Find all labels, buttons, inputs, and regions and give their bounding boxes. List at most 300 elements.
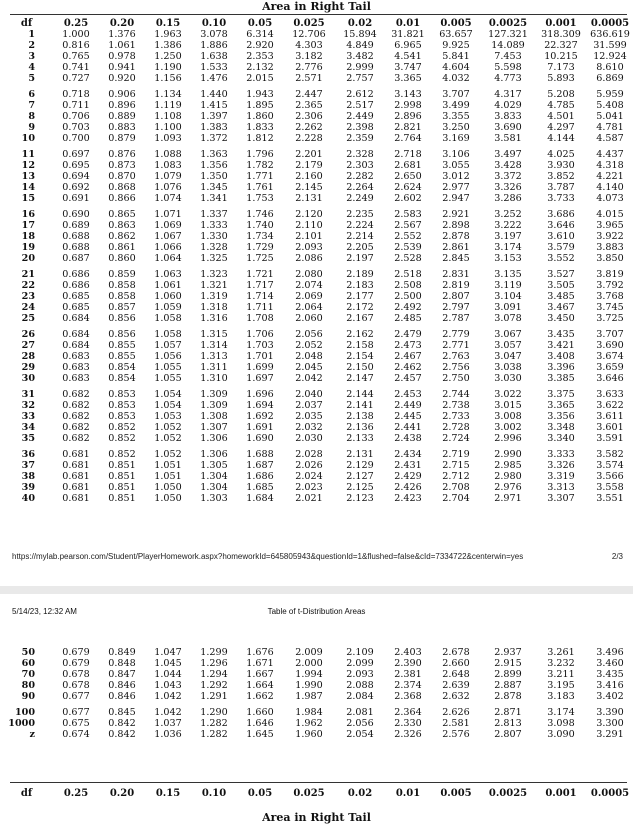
value-cell: 3.659: [596, 362, 624, 373]
value-cell: 2.282: [346, 171, 374, 182]
value-cell: 4.073: [596, 193, 624, 204]
value-cell: 0.870: [108, 171, 136, 182]
value-cell: 1.330: [200, 231, 228, 242]
df-cell: 26: [21, 329, 35, 340]
value-cell: 1.697: [246, 373, 274, 384]
value-cell: 2.110: [295, 220, 323, 231]
value-cell: 2.060: [295, 313, 323, 324]
column-header-df: df: [20, 788, 33, 799]
value-cell: 2.602: [394, 193, 422, 204]
value-cell: 2.093: [295, 242, 323, 253]
table-row: [0, 160, 633, 171]
value-cell: 2.756: [442, 362, 470, 373]
value-cell: 2.492: [394, 302, 422, 313]
value-cell: 0.853: [108, 389, 136, 400]
value-cell: 4.029: [494, 100, 522, 111]
value-cell: 2.445: [394, 411, 422, 422]
value-cell: 3.485: [547, 291, 575, 302]
value-cell: 2.037: [295, 400, 323, 411]
column-header-alpha: 0.01: [395, 18, 421, 29]
value-cell: 1.721: [246, 269, 274, 280]
value-cell: 3.690: [494, 122, 522, 133]
value-cell: 3.482: [346, 51, 374, 62]
value-cell: 0.852: [108, 449, 136, 460]
value-cell: 0.697: [62, 149, 90, 160]
value-cell: 1.310: [200, 373, 228, 384]
value-cell: 2.330: [394, 718, 422, 729]
value-cell: 2.764: [394, 133, 422, 144]
value-cell: 2.861: [442, 242, 470, 253]
df-cell: 39: [21, 482, 35, 493]
value-cell: 2.624: [394, 182, 422, 193]
value-cell: 1.646: [246, 718, 274, 729]
value-cell: 0.711: [62, 100, 90, 111]
value-cell: 2.485: [394, 313, 422, 324]
value-cell: 1.308: [200, 411, 228, 422]
value-cell: 2.262: [295, 122, 323, 133]
value-cell: 2.479: [394, 329, 422, 340]
value-cell: 0.706: [62, 111, 90, 122]
value-cell: 3.402: [596, 691, 624, 702]
value-cell: 1.309: [200, 389, 228, 400]
value-cell: 2.088: [346, 680, 374, 691]
value-cell: 2.205: [346, 242, 374, 253]
value-cell: 0.863: [108, 220, 136, 231]
value-cell: 0.683: [62, 351, 90, 362]
value-cell: 2.845: [442, 253, 470, 264]
value-cell: 3.622: [596, 400, 624, 411]
t-table-page2: [0, 647, 633, 740]
value-cell: 3.174: [494, 242, 522, 253]
table-row: [0, 171, 633, 182]
value-cell: 3.566: [596, 471, 624, 482]
table-row: [0, 313, 633, 329]
value-cell: 1.694: [246, 400, 274, 411]
value-cell: 1.533: [200, 62, 228, 73]
value-cell: 2.718: [394, 149, 422, 160]
value-cell: 2.980: [494, 471, 522, 482]
value-cell: 4.849: [346, 40, 374, 51]
value-cell: 3.408: [547, 351, 575, 362]
value-cell: 0.689: [62, 220, 90, 231]
value-cell: 0.681: [62, 460, 90, 471]
table-row: [0, 707, 633, 718]
value-cell: 2.779: [442, 329, 470, 340]
value-cell: 0.682: [62, 400, 90, 411]
value-cell: 3.582: [596, 449, 624, 460]
value-cell: 5.959: [596, 89, 624, 100]
value-cell: 1.341: [200, 193, 228, 204]
value-cell: 1.984: [295, 707, 323, 718]
value-cell: 0.686: [62, 269, 90, 280]
value-cell: 3.930: [547, 160, 575, 171]
df-cell: 14: [21, 182, 35, 193]
table-row: [0, 209, 633, 220]
table-row: [0, 242, 633, 253]
value-cell: 2.125: [346, 482, 374, 493]
value-cell: 4.032: [442, 73, 470, 84]
value-cell: 2.552: [394, 231, 422, 242]
value-cell: 1.729: [246, 242, 274, 253]
df-cell: 21: [21, 269, 35, 280]
value-cell: 2.871: [494, 707, 522, 718]
value-cell: 1.771: [246, 171, 274, 182]
value-cell: 2.821: [394, 122, 422, 133]
value-cell: 2.179: [295, 160, 323, 171]
value-cell: 1.687: [246, 460, 274, 471]
value-cell: 1.083: [154, 160, 182, 171]
value-cell: 3.633: [596, 389, 624, 400]
value-cell: 2.438: [394, 433, 422, 444]
value-cell: 2.026: [295, 460, 323, 471]
df-cell: 11: [21, 149, 35, 160]
value-cell: 1.282: [200, 718, 228, 729]
value-cell: 2.807: [442, 291, 470, 302]
value-cell: 1.134: [154, 89, 182, 100]
value-cell: 2.813: [494, 718, 522, 729]
value-cell: 14.089: [491, 40, 525, 51]
value-cell: 2.571: [295, 73, 323, 84]
value-cell: 2.390: [394, 658, 422, 669]
value-cell: 0.896: [108, 100, 136, 111]
value-cell: 1.314: [200, 340, 228, 351]
value-cell: 3.008: [494, 411, 522, 422]
table-row: [0, 29, 633, 40]
value-cell: 1.660: [246, 707, 274, 718]
column-header-alpha: 0.001: [545, 18, 577, 29]
value-cell: 5.208: [547, 89, 575, 100]
value-cell: 3.833: [494, 111, 522, 122]
value-cell: 2.626: [442, 707, 470, 718]
value-cell: 2.728: [442, 422, 470, 433]
value-cell: 0.855: [108, 351, 136, 362]
t-table-page1: [0, 18, 633, 509]
value-cell: 2.797: [442, 302, 470, 313]
table-row: [0, 89, 633, 100]
value-cell: 1.717: [246, 280, 274, 291]
value-cell: 4.140: [596, 182, 624, 193]
footer-url[interactable]: https://mylab.pearson.com/Student/PlayerHomework.aspx?homeworkId=645805943&questionId=1&flushed=false&cId=7334722&centerwin=yes: [12, 552, 524, 561]
value-cell: 3.169: [442, 133, 470, 144]
value-cell: 3.610: [547, 231, 575, 242]
value-cell: 1.671: [246, 658, 274, 669]
df-cell: 6: [28, 89, 35, 100]
value-cell: 1.782: [246, 160, 274, 171]
value-cell: 2.660: [442, 658, 470, 669]
value-cell: 3.787: [547, 182, 575, 193]
value-cell: 3.078: [494, 313, 522, 324]
value-cell: 3.015: [494, 400, 522, 411]
value-cell: 2.000: [295, 658, 323, 669]
page-break: [0, 586, 633, 594]
value-cell: 1.676: [246, 647, 274, 658]
value-cell: 3.002: [494, 422, 522, 433]
value-cell: 0.681: [62, 449, 90, 460]
value-cell: 4.221: [596, 171, 624, 182]
value-cell: 1.796: [246, 149, 274, 160]
value-cell: 1.990: [295, 680, 323, 691]
value-cell: 1.691: [246, 422, 274, 433]
print-doc-title: Table of t-Distribution Areas: [267, 607, 366, 616]
value-cell: 1.119: [154, 100, 182, 111]
value-cell: 1.088: [154, 149, 182, 160]
value-cell: 1.053: [154, 411, 182, 422]
table-row: [0, 422, 633, 433]
value-cell: 0.858: [108, 291, 136, 302]
value-cell: 3.375: [547, 389, 575, 400]
df-cell: 50: [21, 647, 35, 658]
table-row: [0, 389, 633, 400]
value-cell: 3.646: [596, 373, 624, 384]
value-cell: 2.381: [394, 669, 422, 680]
table-row: [0, 291, 633, 302]
value-cell: 1.753: [246, 193, 274, 204]
value-cell: 1.860: [246, 111, 274, 122]
value-cell: 2.052: [295, 340, 323, 351]
value-cell: 4.541: [394, 51, 422, 62]
value-cell: 3.733: [547, 193, 575, 204]
value-cell: 3.768: [596, 291, 624, 302]
value-cell: 1.156: [154, 73, 182, 84]
column-header-alpha: 0.10: [201, 18, 227, 29]
value-cell: 3.153: [494, 253, 522, 264]
table-row: [0, 122, 633, 133]
value-cell: 0.866: [108, 193, 136, 204]
df-cell: 17: [21, 220, 35, 231]
value-cell: 3.416: [596, 680, 624, 691]
value-cell: 2.715: [442, 460, 470, 471]
value-cell: 3.313: [547, 482, 575, 493]
value-cell: 2.977: [442, 182, 470, 193]
value-cell: 1.987: [295, 691, 323, 702]
column-header-alpha: 0.20: [109, 18, 135, 29]
value-cell: 1.686: [246, 471, 274, 482]
value-cell: 2.632: [442, 691, 470, 702]
value-cell: 0.674: [62, 729, 90, 740]
value-cell: 3.365: [394, 73, 422, 84]
value-cell: 0.906: [108, 89, 136, 100]
value-cell: 3.579: [547, 242, 575, 253]
value-cell: 1.638: [200, 51, 228, 62]
value-cell: 0.876: [108, 149, 136, 160]
value-cell: 1.337: [200, 209, 228, 220]
df-cell: 12: [21, 160, 35, 171]
value-cell: 1.363: [200, 149, 228, 160]
value-cell: 1.108: [154, 111, 182, 122]
value-cell: 1.055: [154, 373, 182, 384]
value-cell: 2.567: [394, 220, 422, 231]
df-cell: 20: [21, 253, 35, 264]
value-cell: 2.064: [295, 302, 323, 313]
value-cell: 1.054: [154, 400, 182, 411]
value-cell: 0.683: [62, 373, 90, 384]
column-header-alpha: 0.25: [63, 18, 89, 29]
value-cell: 2.708: [442, 482, 470, 493]
table-row: [0, 482, 633, 493]
df-cell: 23: [21, 291, 35, 302]
value-cell: 2.131: [295, 193, 323, 204]
value-cell: 1.060: [154, 291, 182, 302]
value-cell: 3.852: [547, 171, 575, 182]
value-cell: 0.845: [108, 707, 136, 718]
value-cell: 3.922: [596, 231, 624, 242]
value-cell: 3.745: [596, 302, 624, 313]
value-cell: 1.069: [154, 220, 182, 231]
value-cell: 3.078: [200, 29, 228, 40]
value-cell: 1.311: [200, 362, 228, 373]
table-row: [0, 680, 633, 691]
df-cell: 5: [28, 73, 35, 84]
value-cell: 1.299: [200, 647, 228, 658]
value-cell: 0.851: [108, 460, 136, 471]
value-cell: 2.093: [346, 669, 374, 680]
value-cell: 3.348: [547, 422, 575, 433]
value-cell: 1.711: [246, 302, 274, 313]
value-cell: 1.321: [200, 280, 228, 291]
table-row: [0, 471, 633, 482]
value-cell: 6.314: [246, 29, 274, 40]
value-cell: 2.028: [295, 449, 323, 460]
value-cell: 1.291: [200, 691, 228, 702]
value-cell: 3.725: [596, 313, 624, 324]
value-cell: 1.415: [200, 100, 228, 111]
value-cell: 0.849: [108, 647, 136, 658]
value-cell: 2.177: [346, 291, 374, 302]
value-cell: 1.063: [154, 269, 182, 280]
value-cell: 12.706: [292, 29, 326, 40]
value-cell: 1.734: [246, 231, 274, 242]
value-cell: 0.842: [108, 729, 136, 740]
table-row: [0, 253, 633, 269]
value-cell: 1.688: [246, 449, 274, 460]
value-cell: 2.080: [295, 269, 323, 280]
value-cell: 2.183: [346, 280, 374, 291]
value-cell: 3.527: [547, 269, 575, 280]
table-row: [0, 73, 633, 89]
value-cell: 0.854: [108, 373, 136, 384]
column-header-alpha: 0.0005: [590, 788, 630, 799]
value-cell: 3.372: [494, 171, 522, 182]
value-cell: 2.744: [442, 389, 470, 400]
value-cell: 2.214: [346, 231, 374, 242]
value-cell: 1.833: [246, 122, 274, 133]
column-header-alpha: 0.005: [440, 18, 472, 29]
value-cell: 2.042: [295, 373, 323, 384]
value-cell: 1.313: [200, 351, 228, 362]
value-cell: 1.076: [154, 182, 182, 193]
value-cell: 0.852: [108, 422, 136, 433]
value-cell: 3.106: [442, 149, 470, 160]
value-cell: 2.123: [346, 493, 374, 504]
value-cell: 0.854: [108, 362, 136, 373]
column-header-alpha: 0.25: [63, 788, 89, 799]
value-cell: 3.211: [547, 669, 575, 680]
column-header-alpha: 0.20: [109, 788, 135, 799]
table-row: [0, 182, 633, 193]
value-cell: 0.685: [62, 302, 90, 313]
value-cell: 2.086: [295, 253, 323, 264]
value-cell: 1.303: [200, 493, 228, 504]
value-cell: 0.684: [62, 329, 90, 340]
value-cell: 2.878: [494, 691, 522, 702]
df-cell: 27: [21, 340, 35, 351]
value-cell: 3.707: [596, 329, 624, 340]
column-header-alpha: 0.02: [347, 788, 373, 799]
value-cell: 2.738: [442, 400, 470, 411]
value-cell: 2.467: [394, 351, 422, 362]
value-cell: 0.703: [62, 122, 90, 133]
value-cell: 2.449: [394, 400, 422, 411]
value-cell: 1.740: [246, 220, 274, 231]
value-cell: 3.496: [596, 647, 624, 658]
value-cell: 0.678: [62, 669, 90, 680]
value-cell: 0.857: [108, 302, 136, 313]
value-cell: 1.699: [246, 362, 274, 373]
value-cell: 1.323: [200, 269, 228, 280]
value-cell: 3.291: [596, 729, 624, 740]
value-cell: 0.681: [62, 482, 90, 493]
value-cell: 2.776: [295, 62, 323, 73]
value-cell: 0.682: [62, 389, 90, 400]
value-cell: 3.326: [547, 460, 575, 471]
value-cell: 0.941: [108, 62, 136, 73]
value-cell: 1.309: [200, 400, 228, 411]
value-cell: 4.015: [596, 209, 624, 220]
value-cell: 2.434: [394, 449, 422, 460]
value-cell: 3.467: [547, 302, 575, 313]
df-cell: 33: [21, 411, 35, 422]
value-cell: 2.132: [246, 62, 274, 73]
df-cell: 90: [21, 691, 35, 702]
value-cell: 1.345: [200, 182, 228, 193]
value-cell: 2.158: [346, 340, 374, 351]
value-cell: 0.718: [62, 89, 90, 100]
value-cell: 3.552: [547, 253, 575, 264]
value-cell: 2.099: [346, 658, 374, 669]
value-cell: 0.688: [62, 242, 90, 253]
value-cell: 0.685: [62, 291, 90, 302]
value-cell: 1.397: [200, 111, 228, 122]
value-cell: 3.686: [547, 209, 575, 220]
value-cell: 1.042: [154, 691, 182, 702]
value-cell: 2.650: [394, 171, 422, 182]
value-cell: 2.264: [346, 182, 374, 193]
value-cell: 2.150: [346, 362, 374, 373]
value-cell: 1.282: [200, 729, 228, 740]
column-header-df: df: [20, 18, 33, 29]
value-cell: 2.920: [246, 40, 274, 51]
value-cell: 2.976: [494, 482, 522, 493]
value-cell: 2.449: [346, 111, 374, 122]
value-cell: 0.852: [108, 433, 136, 444]
value-cell: 2.162: [346, 329, 374, 340]
value-cell: 2.228: [295, 133, 323, 144]
value-cell: 2.040: [295, 389, 323, 400]
value-cell: 1.190: [154, 62, 182, 73]
column-header-alpha: 0.10: [201, 788, 227, 799]
df-cell: 22: [21, 280, 35, 291]
value-cell: 0.675: [62, 718, 90, 729]
column-header-alpha: 0.15: [155, 788, 181, 799]
table-row: [0, 411, 633, 422]
value-cell: 1.325: [200, 253, 228, 264]
value-cell: 2.947: [442, 193, 470, 204]
value-cell: 0.858: [108, 280, 136, 291]
value-cell: 3.435: [547, 329, 575, 340]
value-cell: 2.915: [494, 658, 522, 669]
value-cell: 2.109: [346, 647, 374, 658]
value-cell: 2.457: [394, 373, 422, 384]
